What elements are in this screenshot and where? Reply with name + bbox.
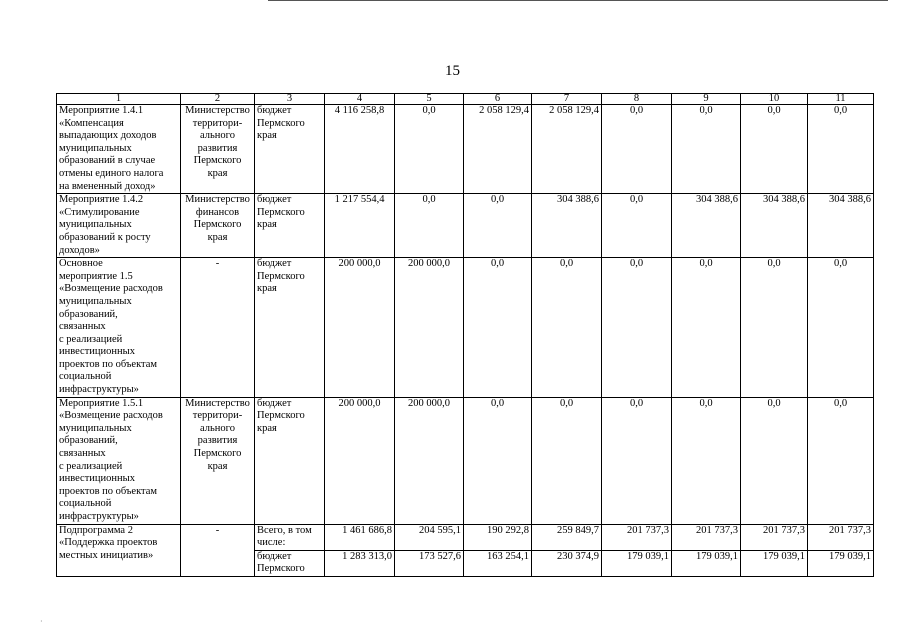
value-cell: 200 000,0 [325,397,395,524]
budget-table [56,93,874,577]
table-row [57,194,874,258]
value-cell: 0,0 [741,397,808,524]
column-header: 4 [325,94,395,105]
value-cell: 190 292,8 [464,524,532,550]
value-cell: 4 116 258,8 [325,105,395,194]
value-cell: 0,0 [808,105,874,194]
value-cell: 2 058 129,4 [532,105,602,194]
table-row [57,258,874,398]
value-cell: 200 000,0 [325,258,395,398]
value-cell: 0,0 [672,105,741,194]
funding-source-cell: бюджет Пермского края [255,258,325,398]
activity-name-cell: Мероприятие 1.5.1 «Возмещение расходов муниципальных образований, связанных с реализацией инвестиционных проектов по объектам социальной инфраструктуры» [57,397,181,524]
value-cell: 0,0 [464,194,532,258]
value-cell: 201 737,3 [602,524,672,550]
column-header: 2 [181,94,255,105]
top-rule [268,0,888,1]
value-cell: 179 039,1 [602,550,672,576]
value-cell: 0,0 [602,105,672,194]
funding-source-cell: Всего, в том числе: [255,524,325,550]
value-cell: 179 039,1 [741,550,808,576]
value-cell: 200 000,0 [395,258,464,398]
column-header: 1 [57,94,181,105]
column-header: 11 [808,94,874,105]
executor-cell: Министерство территори- ального развития Пермского края [181,105,255,194]
value-cell: 0,0 [741,105,808,194]
header-row [57,94,874,105]
table-row [57,105,874,194]
value-cell: 1 461 686,8 [325,524,395,550]
value-cell: 1 283 313,0 [325,550,395,576]
column-header: 9 [672,94,741,105]
value-cell: 204 595,1 [395,524,464,550]
value-cell: 230 374,9 [532,550,602,576]
value-cell: 1 217 554,4 [325,194,395,258]
value-cell: 304 388,6 [808,194,874,258]
value-cell: 0,0 [464,397,532,524]
value-cell: 0,0 [464,258,532,398]
value-cell: 163 254,1 [464,550,532,576]
activity-name-cell: Мероприятие 1.4.1 «Компенсация выпадающих доходов муниципальных образований в случае отмены единого налога на вмененный доход» [57,105,181,194]
activity-name-cell: Подпрограмма 2 «Поддержка проектов местных инициатив» [57,524,181,576]
executor-cell: - [181,524,255,576]
value-cell: 201 737,3 [672,524,741,550]
column-header: 10 [741,94,808,105]
value-cell: 179 039,1 [672,550,741,576]
column-header: 3 [255,94,325,105]
value-cell: 0,0 [395,105,464,194]
value-cell: 0,0 [808,397,874,524]
value-cell: 201 737,3 [808,524,874,550]
activity-name-cell: Мероприятие 1.4.2 «Стимулирование муниципальных образований к росту доходов» [57,194,181,258]
page-number: 15 [445,63,460,79]
value-cell: 0,0 [395,194,464,258]
executor-cell: Министерство финансов Пермского края [181,194,255,258]
value-cell: 304 388,6 [741,194,808,258]
value-cell: 173 527,6 [395,550,464,576]
executor-cell: Министерство территори- ального развития Пермского края [181,397,255,524]
value-cell: 0,0 [532,258,602,398]
value-cell: 201 737,3 [741,524,808,550]
column-header: 7 [532,94,602,105]
funding-source-cell: бюджет Пермского [255,550,325,576]
value-cell: 0,0 [602,258,672,398]
value-cell: 0,0 [672,258,741,398]
scan-speck: · [40,617,43,626]
executor-cell: - [181,258,255,398]
value-cell: 0,0 [808,258,874,398]
activity-name-cell: Основное мероприятие 1.5 «Возмещение расходов муниципальных образований, связанных с реализацией инвестиционных проектов по объектам социальной инфраструктуры» [57,258,181,398]
value-cell: 0,0 [602,397,672,524]
value-cell: 0,0 [532,397,602,524]
funding-source-cell: бюджет Пермского края [255,194,325,258]
column-header: 8 [602,94,672,105]
value-cell: 200 000,0 [395,397,464,524]
table-row [57,397,874,524]
funding-source-cell: бюджет Пермского края [255,105,325,194]
table-row [57,524,874,550]
column-header: 5 [395,94,464,105]
value-cell: 2 058 129,4 [464,105,532,194]
value-cell: 259 849,7 [532,524,602,550]
funding-source-cell: бюджет Пермского края [255,397,325,524]
value-cell: 179 039,1 [808,550,874,576]
value-cell: 304 388,6 [532,194,602,258]
column-header: 6 [464,94,532,105]
value-cell: 0,0 [672,397,741,524]
value-cell: 304 388,6 [672,194,741,258]
value-cell: 0,0 [602,194,672,258]
value-cell: 0,0 [741,258,808,398]
